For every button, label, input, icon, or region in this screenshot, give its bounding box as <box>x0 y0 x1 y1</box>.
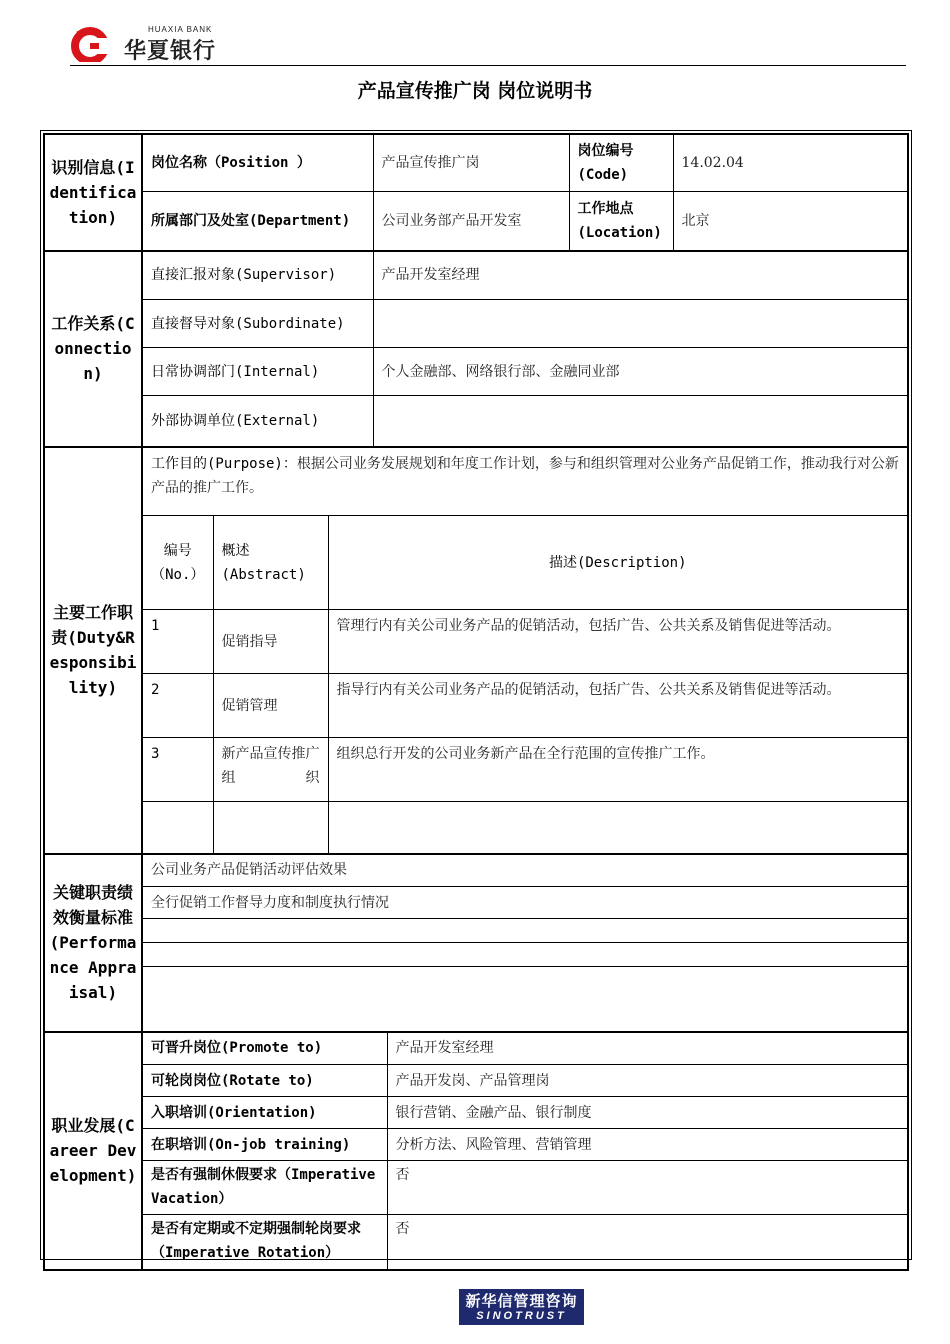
duty-heading: 主要工作职责(Duty&Responsibility) <box>44 447 142 854</box>
location-value: 北京 <box>673 192 907 250</box>
career-table <box>143 1033 907 1269</box>
duty-no: 1 <box>143 610 213 674</box>
career-heading: 职业发展(Career Development) <box>44 1032 142 1270</box>
connection-row <box>143 348 907 396</box>
career-label: 可晋升岗位(Promote to) <box>143 1033 387 1065</box>
performance-heading: 关键职责绩效衡量标准(Performance Appraisal) <box>44 854 142 1032</box>
connection-section <box>44 251 908 447</box>
connection-label: 日常协调部门(Internal) <box>143 348 373 396</box>
connection-value <box>373 300 907 348</box>
footer-logo-english: SINOTRUST <box>476 1310 567 1322</box>
duty-row <box>143 738 907 802</box>
footer-logo-chinese: 新华信管理咨询 <box>465 1292 578 1310</box>
career-value: 否 <box>387 1215 907 1269</box>
column-no-header: 编号（No.） <box>143 516 213 610</box>
identification-heading: 识别信息(Identification) <box>44 134 142 251</box>
duty-row <box>143 674 907 738</box>
career-label: 在职培训(On-job training) <box>143 1129 387 1161</box>
header-divider <box>70 65 906 66</box>
code-value: 14.02.04 <box>673 135 907 192</box>
position-value: 产品宣传推广岗 <box>373 135 569 192</box>
duty-table <box>143 448 907 853</box>
duty-description <box>328 802 907 853</box>
performance-table <box>143 855 907 1031</box>
duty-row <box>143 802 907 853</box>
career-label: 可轮岗岗位(Rotate to) <box>143 1065 387 1097</box>
huaxia-bank-logo <box>70 22 240 62</box>
career-label: 入职培训(Orientation) <box>143 1097 387 1129</box>
code-label: 岗位编号(Code) <box>569 135 673 192</box>
department-value: 公司业务部产品开发室 <box>373 192 569 250</box>
career-value: 银行营销、金融产品、银行制度 <box>387 1097 907 1129</box>
purpose-text: 根据公司业务发展规划和年度工作计划，参与和组织管理对公业务产品促销工作，推动我行对公新产品的推广工作。 <box>151 455 899 496</box>
identification-table <box>143 135 907 250</box>
duty-description: 指导行内有关公司业务产品的促销活动，包括广告、公共关系及销售促进等活动。 <box>328 674 907 738</box>
connection-value: 产品开发室经理 <box>373 252 907 300</box>
connection-label: 直接督导对象(Subordinate) <box>143 300 373 348</box>
connection-table <box>143 252 907 446</box>
connection-label: 直接汇报对象(Supervisor) <box>143 252 373 300</box>
document-title: 产品宣传推广岗 岗位说明书 <box>357 80 593 102</box>
career-row <box>143 1161 907 1215</box>
connection-value: 个人金融部、网络银行部、金融同业部 <box>373 348 907 396</box>
performance-item <box>143 919 907 943</box>
purpose-label: 工作目的(Purpose)： <box>151 455 297 472</box>
connection-value <box>373 396 907 446</box>
duty-abstract: 促销管理 <box>213 674 328 738</box>
sinotrust-logo <box>459 1289 584 1325</box>
career-value: 产品开发室经理 <box>387 1033 907 1065</box>
duty-no <box>143 802 213 853</box>
duty-abstract: 新产品宣传推广组织 <box>213 738 328 802</box>
duty-section <box>44 447 908 854</box>
purpose-cell <box>143 448 907 516</box>
career-row <box>143 1215 907 1269</box>
duty-abstract <box>213 802 328 853</box>
performance-item: 全行促销工作督导力度和制度执行情况 <box>143 887 907 919</box>
duty-description: 组织总行开发的公司业务新产品在全行范围的宣传推广工作。 <box>328 738 907 802</box>
performance-item: 公司业务产品促销活动评估效果 <box>143 855 907 887</box>
career-row <box>143 1065 907 1097</box>
career-row <box>143 1033 907 1065</box>
career-row <box>143 1097 907 1129</box>
career-label: 是否有强制休假要求（Imperative Vacation） <box>143 1161 387 1215</box>
career-value: 分析方法、风险管理、营销管理 <box>387 1129 907 1161</box>
huaxia-logo-icon <box>70 26 110 62</box>
connection-row <box>143 300 907 348</box>
connection-heading: 工作关系(Connection) <box>44 251 142 447</box>
duty-abstract: 促销指导 <box>213 610 328 674</box>
career-row <box>143 1129 907 1161</box>
identification-section <box>44 134 908 251</box>
duty-no: 3 <box>143 738 213 802</box>
performance-item <box>143 967 907 1031</box>
career-label: 是否有定期或不定期强制轮岗要求（Imperative Rotation） <box>143 1215 387 1269</box>
career-section <box>44 1032 908 1270</box>
performance-section <box>44 854 908 1032</box>
logo-english-text: HUAXIA BANK <box>148 25 213 34</box>
duty-row <box>143 610 907 674</box>
location-label: 工作地点(Location) <box>569 192 673 250</box>
position-label: 岗位名称（Position ） <box>143 135 373 192</box>
logo-chinese-text: 华夏银行 <box>124 39 217 64</box>
performance-item <box>143 943 907 967</box>
connection-row <box>143 252 907 300</box>
duty-description: 管理行内有关公司业务产品的促销活动，包括广告、公共关系及销售促进等活动。 <box>328 610 907 674</box>
career-value: 否 <box>387 1161 907 1215</box>
job-description-table <box>43 133 909 1271</box>
column-description-header: 描述(Description) <box>328 516 907 610</box>
connection-row <box>143 396 907 446</box>
connection-label: 外部协调单位(External) <box>143 396 373 446</box>
column-abstract-header: 概述(Abstract) <box>213 516 328 610</box>
department-label: 所属部门及处室(Department) <box>143 192 373 250</box>
career-value: 产品开发岗、产品管理岗 <box>387 1065 907 1097</box>
duty-no: 2 <box>143 674 213 738</box>
